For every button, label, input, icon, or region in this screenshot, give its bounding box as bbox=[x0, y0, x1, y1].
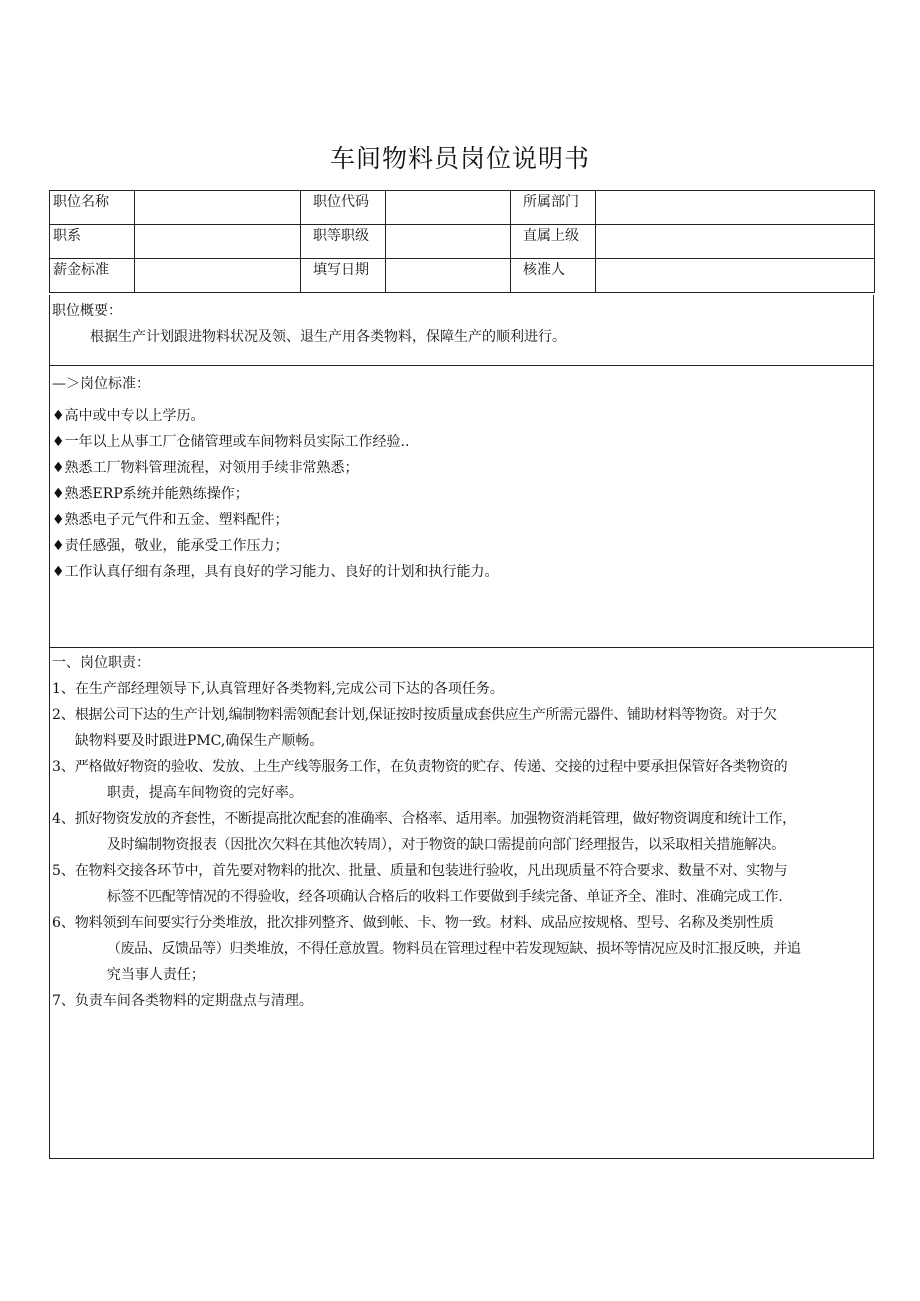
value-salary-standard[interactable] bbox=[135, 259, 301, 293]
list-item bbox=[50, 988, 873, 1014]
duty-number: 5、 bbox=[52, 863, 75, 879]
list-item: ♦熟悉ERP系统并能熟练操作； bbox=[52, 486, 249, 502]
value-department[interactable] bbox=[596, 191, 875, 225]
list-item: ♦高中或中专以上学历。 bbox=[52, 408, 205, 424]
summary-section bbox=[49, 295, 874, 366]
list-item bbox=[50, 806, 873, 858]
duties-section bbox=[49, 648, 874, 1159]
summary-heading: 职位概要： bbox=[52, 303, 122, 319]
list-item bbox=[50, 858, 873, 910]
label-fill-date: 填写日期 bbox=[301, 259, 386, 293]
duty-text: 在物料交接各环节中，首先要对物料的批次、批量、质量和包装进行验收，凡出现质量不符合要求、数量不对、实物与 bbox=[74, 863, 788, 879]
duty-text: 职责，提高车间物资的完好率。 bbox=[106, 785, 303, 801]
duty-text: 及时编制物资报表（因批次欠料在其他次转周），对于物资的缺口需提前向部门经理报告，以采取相关措施解决。 bbox=[106, 837, 785, 853]
value-job-family[interactable] bbox=[135, 225, 301, 259]
duty-number: 7、 bbox=[52, 993, 75, 1009]
value-direct-supervisor[interactable] bbox=[596, 225, 875, 259]
standards-heading: —＞岗位标准： bbox=[52, 376, 150, 392]
diamond-bullet-icon: ♦ bbox=[52, 460, 65, 476]
value-fill-date[interactable] bbox=[386, 259, 511, 293]
label-job-family: 职系 bbox=[50, 225, 135, 259]
label-approver: 核准人 bbox=[511, 259, 596, 293]
summary-text: 根据生产计划跟进物料状况及领、退生产用各类物料，保障生产的顺利进行。 bbox=[90, 329, 566, 345]
duty-text: 标签不匹配等情况的不得验收，经各项确认合格后的收料工作要做到手续完备、单证齐全、准时、准确完成工作. bbox=[106, 889, 783, 905]
duty-number: 3、 bbox=[52, 759, 75, 775]
duty-text: 物料领到车间要实行分类堆放，批次排列整齐、做到帐、卡、物一致。材料、成品应按规格、型号、名称及类别性质 bbox=[74, 915, 774, 931]
label-job-grade: 职等职级 bbox=[301, 225, 386, 259]
list-item: ♦工作认真仔细有条理，具有良好的学习能力、良好的计划和执行能力。 bbox=[52, 564, 499, 580]
list-item bbox=[50, 702, 873, 754]
label-position-name: 职位名称 bbox=[50, 191, 135, 225]
duty-text: 严格做好物资的验收、发放、上生产线等服务工作，在负责物资的贮存、传递、交接的过程中要承担保管好各类物资的 bbox=[74, 759, 788, 775]
duty-text: 在生产部经理领导下,认真管理好各类物料,完成公司下达的各项任务。 bbox=[74, 681, 504, 697]
list-item: ♦责任感强，敬业，能承受工作压力； bbox=[52, 538, 289, 554]
value-position-code[interactable] bbox=[386, 191, 511, 225]
list-item: ♦一年以上从事工厂仓储管理或车间物料员实际工作经验.. bbox=[52, 434, 410, 450]
list-item bbox=[50, 676, 873, 702]
diamond-bullet-icon: ♦ bbox=[52, 538, 65, 554]
duty-text: 根据公司下达的生产计划,编制物料需领配套计划,保证按时按质量成套供应生产所需元器件、铺助材料等物资。对于欠 bbox=[74, 707, 777, 723]
label-direct-supervisor: 直属上级 bbox=[511, 225, 596, 259]
label-salary-standard: 薪金标准 bbox=[50, 259, 135, 293]
table-row bbox=[50, 225, 875, 259]
diamond-bullet-icon: ♦ bbox=[52, 564, 65, 580]
list-item: ♦熟悉电子元气件和五金、塑料配件； bbox=[52, 512, 289, 528]
diamond-bullet-icon: ♦ bbox=[52, 408, 65, 424]
duties-heading: 一、岗位职责： bbox=[52, 655, 150, 671]
label-department: 所属部门 bbox=[511, 191, 596, 225]
duty-text: （废品、反馈品等）归类堆放，不得任意放置。物料员在管理过程中若发现短缺、损坏等情况应及时汇报反映，并追 bbox=[106, 941, 801, 957]
diamond-bullet-icon: ♦ bbox=[52, 512, 65, 528]
duty-number: 1、 bbox=[52, 681, 75, 697]
value-approver[interactable] bbox=[596, 259, 875, 293]
duty-number: 4、 bbox=[52, 811, 75, 827]
value-job-grade[interactable] bbox=[386, 225, 511, 259]
duty-text: 缺物料要及时跟进PMC,确保生产顺畅。 bbox=[74, 733, 324, 749]
duty-text: 负责车间各类物料的定期盘点与清理。 bbox=[74, 993, 313, 1009]
table-row bbox=[50, 259, 875, 293]
duty-number: 2、 bbox=[52, 707, 75, 723]
value-position-name[interactable] bbox=[135, 191, 301, 225]
duty-text: 究当事人责任； bbox=[106, 967, 205, 983]
standards-section bbox=[49, 366, 874, 648]
list-item bbox=[50, 754, 873, 806]
table-row bbox=[50, 191, 875, 225]
position-info-table bbox=[49, 190, 875, 293]
duty-text: 抓好物资发放的齐套性，不断提高批次配套的准确率、合格率、适用率。加强物资消耗管理，做好物资调度和统计工作， bbox=[74, 811, 796, 827]
diamond-bullet-icon: ♦ bbox=[52, 434, 65, 450]
list-item bbox=[50, 910, 873, 988]
duty-number: 6、 bbox=[52, 915, 75, 931]
diamond-bullet-icon: ♦ bbox=[52, 486, 65, 502]
list-item: ♦熟悉工厂物料管理流程，对领用手续非常熟悉； bbox=[52, 460, 359, 476]
page-title: 车间物料员岗位说明书 bbox=[329, 144, 590, 173]
label-position-code: 职位代码 bbox=[301, 191, 386, 225]
